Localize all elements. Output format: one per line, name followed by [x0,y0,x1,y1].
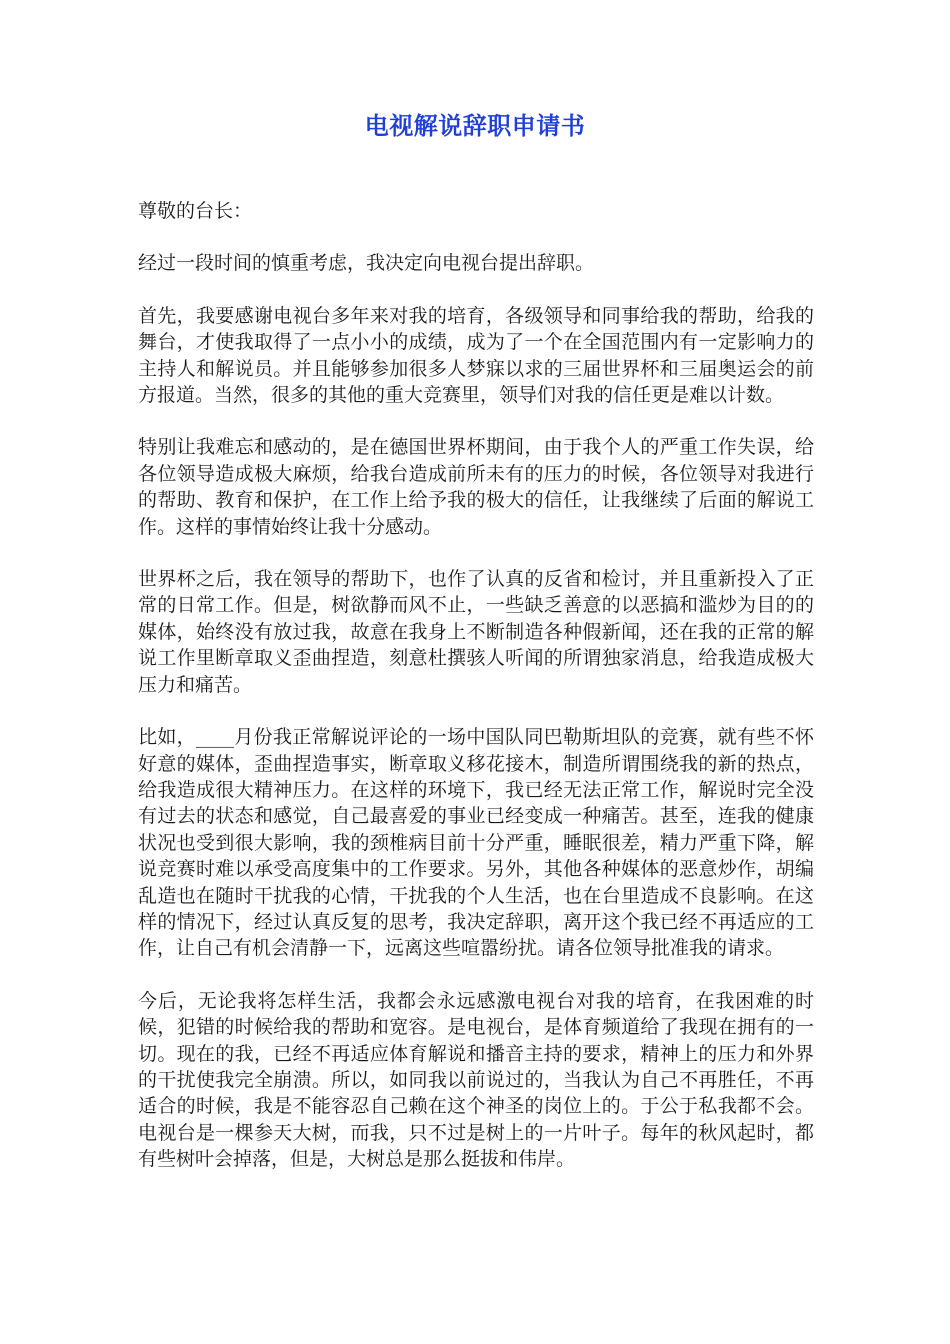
paragraph-6: 今后，无论我将怎样生活，我都会永远感激电视台对我的培育，在我困难的时候，犯错的时候给我的帮助和宽容。是电视台，是体育频道给了我现在拥有的一切。现在的我，已经不再适应体育解说和播音主持的要求，精神上的压力和外界的干扰使我完全崩溃。所以，如同我以前说过的，当我认为自己不再胜任，不再适合的时候，我是不能容忍自己赖在这个神圣的岗位上的。于公于私我都不会。电视台是一棵参天大树，而我，只不过是树上的一片叶子。每年的秋风起时，都有些树叶会掉落，但是，大树总是那么挺拔和伟岸。 [138,989,814,1171]
paragraph-5: 比如，____月份我正常解说评论的一场中国队同巴勒斯坦队的竞赛，就有些不怀好意的媒体，歪曲捏造事实，断章取义移花接木，制造所谓围绕我的新的热点，给我造成很大精神压力。在这样的环境下，我已经无法正常工作，解说时完全没有过去的状态和感觉，自己最喜爱的事业已经变成一种痛苦。甚至，连我的健康状况也受到很大影响，我的颈椎病目前十分严重，睡眠很差，精力严重下降，解说竞赛时难以承受高度集中的工作要求。另外，其他各种媒体的恶意炒作，胡编乱造也在随时干扰我的心情，干扰我的个人生活，也在台里造成不良影响。在这样的情况下，经过认真反复的思考，我决定辞职，离开这个我已经不再适应的工作，让自己有机会清静一下，远离这些喧嚣纷扰。请各位领导批准我的请求。 [138,726,814,960]
paragraph-4: 世界杯之后，我在领导的帮助下，也作了认真的反省和检讨，并且重新投入了正常的日常工作。但是，树欲静而风不止，一些缺乏善意的以恶搞和滥炒为目的的媒体，始终没有放过我，故意在我身上不断制造各种假新闻，还在我的正常的解说工作里断章取义歪曲捏造，刻意杜撰骇人听闻的所谓独家消息，给我造成极大压力和痛苦。 [138,568,814,696]
document-body [138,198,814,1199]
document-title: 电视解说辞职申请书 [364,112,586,140]
paragraph-2: 首先，我要感谢电视台多年来对我的培育，各级领导和同事给我的帮助，给我的舞台，才使我取得了一点小小的成绩，成为了一个在全国范围内有一定影响力的主持人和解说员。并且能够参加很多人梦寐以求的三届世界杯和三届奥运会的前方报道。当然，很多的其他的重大竞赛里，领导们对我的信任更是难以计数。 [138,304,814,407]
paragraph-1: 经过一段时间的慎重考虑，我决定向电视台提出辞职。 [138,252,595,275]
paragraph-3: 特别让我难忘和感动的，是在德国世界杯期间，由于我个人的严重工作失误，给各位领导造成极大麻烦，给我台造成前所未有的压力的时候，各位领导对我进行的帮助、教育和保护，在工作上给予我的极大的信任，让我继续了后面的解说工作。这样的事情始终让我十分感动。 [138,436,814,538]
salutation: 尊敬的台长： [138,200,253,222]
